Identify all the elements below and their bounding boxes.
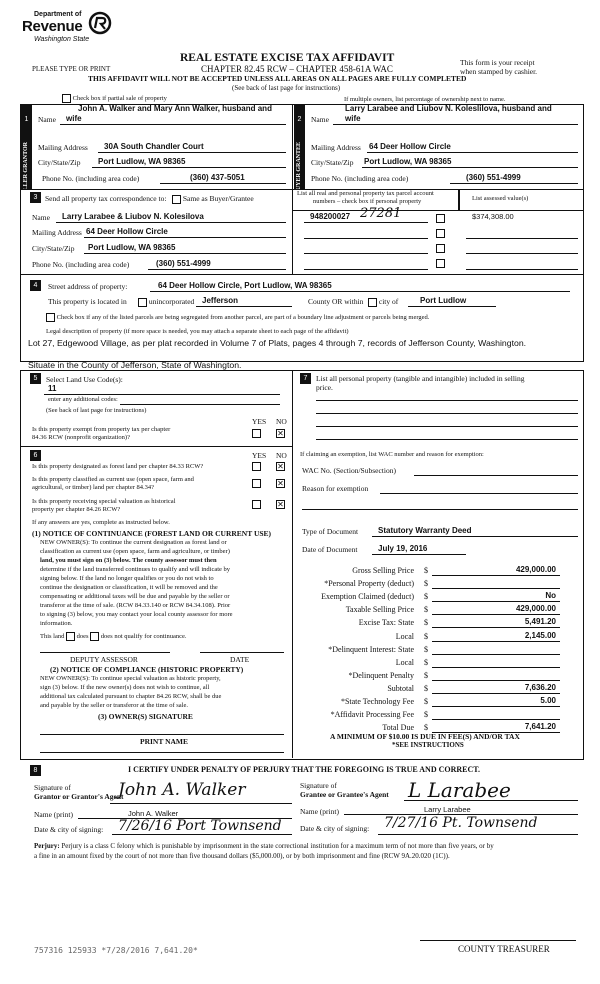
- logo-emblem-icon: [88, 11, 112, 35]
- grantee-sig-label-1: Signature of: [300, 781, 337, 790]
- same-as-buyer-label: Same as Buyer/Grantee: [182, 194, 254, 203]
- section-2-badge: 2: [294, 114, 305, 125]
- fee-dollar-sign: $: [424, 684, 428, 693]
- notice-line-6: continue the designation or classification, it will be removed and the: [40, 584, 218, 591]
- historic-no-checkbox[interactable]: ✕: [277, 500, 284, 509]
- notice-line-9: to signing (3) below, you may contact your local county assessor for more: [40, 611, 233, 618]
- exempt-question-2: 84.36 RCW (nonprofit organization)?: [32, 434, 130, 441]
- does-checkbox[interactable]: [66, 632, 75, 641]
- current-use-question-1: Is this property classified as current use (open space, farm and: [32, 476, 194, 483]
- grantor-sig-label-1: Signature of: [34, 783, 71, 792]
- fee-dollar-sign: $: [424, 697, 428, 706]
- this-land-row: [40, 632, 187, 641]
- fee-value: 5.00: [540, 696, 556, 705]
- notice-line-5: signing below. If the land no longer qualifies or you do not wish to: [40, 575, 214, 582]
- fee-label: *Delinquent Penalty: [348, 671, 414, 680]
- county-treasurer-label: COUNTY TREASURER: [458, 944, 550, 954]
- certify-statement: I CERTIFY UNDER PENALTY OF PERJURY THAT THE FOREGOING IS TRUE AND CORRECT.: [128, 765, 481, 774]
- sec5-no: NO: [276, 417, 287, 426]
- cashier-stamp: 757316 125933 *7/28/2016 7,641.20*: [34, 946, 198, 955]
- fee-dollar-sign: $: [424, 723, 428, 732]
- historic-yes-checkbox[interactable]: [252, 500, 261, 509]
- fee-underline: [432, 627, 560, 628]
- sec6-no: NO: [276, 451, 287, 460]
- grantor-date-label: Date & city of signing:: [34, 825, 104, 834]
- fee-underline: [432, 706, 560, 707]
- parcel-handwritten: 27281: [360, 206, 402, 221]
- section-1-badge: 1: [21, 114, 32, 125]
- fee-label: Gross Selling Price: [352, 566, 414, 575]
- notice-continuance-title: (1) NOTICE OF CONTINUANCE (FOREST LAND OR CURRENT USE): [32, 529, 272, 538]
- legal-description-label: Legal description of property (if more space is needed, you may attach a separate sheet to each page of the affidavit): [46, 328, 349, 335]
- sec5-yes: YES: [252, 417, 267, 426]
- parcel-number: 948200027: [310, 212, 351, 221]
- same-as-buyer-checkbox[interactable]: [172, 195, 181, 204]
- fee-underline: [432, 719, 560, 720]
- section-3-badge: 3: [30, 192, 41, 203]
- fee-dollar-sign: $: [424, 618, 428, 627]
- notice-line-7: compensating or additional taxes will be due and payable by the seller or: [40, 593, 230, 600]
- buyer-name-label: Name: [311, 115, 329, 124]
- land-use-code: 11: [48, 384, 57, 393]
- doc-date: July 19, 2016: [378, 544, 428, 553]
- fee-dollar-sign: $: [424, 710, 428, 719]
- fee-underline: [432, 693, 560, 694]
- see-back-note: (See back of last page for instructions): [232, 84, 341, 92]
- fee-underline: [432, 575, 560, 576]
- forest-yes-checkbox[interactable]: [252, 462, 261, 471]
- personal-property-label-1: List all personal property (tangible and intangible) included in selling: [316, 374, 525, 383]
- logo-line1: Department of: [34, 11, 82, 18]
- this-land-label: This land: [40, 632, 65, 640]
- fee-value: 7,641.20: [524, 722, 556, 731]
- see-instructions-note: *SEE INSTRUCTIONS: [392, 741, 464, 749]
- corr-phone-label: Phone No. (including area code): [32, 260, 130, 269]
- not-accepted-warning: THIS AFFIDAVIT WILL NOT BE ACCEPTED UNLESS ALL AREAS ON ALL PAGES ARE FULLY COMPLETED: [88, 74, 467, 83]
- corr-name-label: Name: [32, 213, 50, 222]
- fee-underline: [432, 641, 560, 642]
- located-label: This property is located in: [48, 297, 127, 306]
- exempt-no-checkbox[interactable]: ✕: [277, 429, 284, 438]
- parcel-header-2: numbers – check box if personal property: [313, 198, 422, 205]
- wac-label: WAC No. (Section/Subsection): [302, 466, 396, 475]
- notice-line-8: transferor at the time of sale. (RCW 84.33.140 or RCW 84.34.108). Prior: [40, 602, 231, 609]
- compliance-line-1: NEW OWNER(S): To continue special valuation as historic property,: [40, 675, 221, 682]
- exemption-claim-label: If claiming an exemption, list WAC number and reason for exemption:: [300, 451, 484, 458]
- grantee-name-label: Name (print): [300, 807, 339, 816]
- deputy-date-label: DATE: [230, 655, 250, 664]
- doc-type: Statutory Warranty Deed: [378, 526, 472, 535]
- additional-codes-label: enter any additional codes:: [48, 396, 118, 403]
- fee-dollar-sign: $: [424, 658, 428, 667]
- grantee-sig-label-2: Grantee or Grantee's Agent: [300, 790, 389, 799]
- correspondence-label: Send all property tax correspondence to:: [45, 194, 167, 203]
- grantee-name: Larry Larabee: [424, 805, 471, 814]
- receipt-note-1: This form is your receipt: [460, 58, 535, 67]
- seller-phone-label: Phone No. (including area code): [42, 174, 140, 183]
- perjury-line-2: a fine in an amount fixed by the court of not more than five thousand dollars ($5,000.00), or by both imprisonment and fine (RCW 9A.20.020 (1C)).: [34, 852, 450, 860]
- fee-dollar-sign: $: [424, 566, 428, 575]
- segregate-row[interactable]: [46, 313, 429, 322]
- corr-address: 64 Deer Hollow Circle: [86, 227, 168, 236]
- parcel-personal-checkbox-1[interactable]: [436, 214, 445, 223]
- seller-address-label: Mailing Address: [38, 143, 88, 152]
- parcel-header-1: List all real and personal property tax parcel account: [297, 190, 434, 197]
- buyer-grantee-label: BUYER GRANTEE: [296, 142, 302, 195]
- fee-label: Excise Tax: State: [358, 618, 414, 627]
- seller-address: 30A South Chandler Court: [104, 142, 204, 151]
- perjury-line-1: [34, 842, 494, 850]
- land-use-label: Select Land Use Code(s):: [46, 375, 123, 384]
- seller-name-line2: wife: [66, 114, 82, 123]
- doc-date-label: Date of Document: [302, 545, 358, 554]
- fee-value: 429,000.00: [515, 604, 556, 613]
- fee-label: *Affidavit Processing Fee: [330, 710, 414, 719]
- street-address: 64 Deer Hollow Circle, Port Ludlow, WA 98365: [158, 281, 332, 290]
- section-4-badge: 4: [30, 280, 41, 291]
- personal-property-label-2: price.: [316, 383, 333, 392]
- exempt-question-1: Is this property exempt from property tax per chapter: [32, 426, 171, 433]
- historic-question-2: property per chapter 84.26 RCW?: [32, 506, 121, 513]
- print-name-label: PRINT NAME: [140, 737, 188, 746]
- fee-underline: [432, 654, 560, 655]
- seller-name-line1: John A. Walker and Mary Ann Walker, husband and: [78, 104, 272, 113]
- city-of-label: city of: [378, 297, 399, 306]
- grantor-sig-label-2: Grantor or Grantor's Agent: [34, 792, 124, 801]
- legal-description: Lot 27, Edgewood Village, as per plat recorded in Volume 7 of Plats, pages 4 through 7, records of Jefferson County, Washington.: [28, 338, 527, 348]
- form-chapter: CHAPTER 82.45 RCW – CHAPTER 458-61A WAC: [201, 64, 393, 74]
- historic-question-1: Is this property receiving special valuation as historical: [32, 498, 176, 505]
- fee-underline: [432, 588, 560, 589]
- seller-phone: (360) 437-5051: [190, 173, 245, 182]
- fee-label: *Delinquent Interest: State: [328, 645, 414, 654]
- fee-label: Local: [395, 632, 414, 641]
- does-label: does: [76, 632, 89, 640]
- notice-line-4: determine if the land transferred continues to qualify and will indicate by: [40, 566, 231, 573]
- street-address-label: Street address of property:: [48, 282, 128, 291]
- fee-label: *Personal Property (deduct): [324, 579, 414, 588]
- exemption-reason-label: Reason for exemption: [302, 484, 369, 493]
- situate-text: Situate in the County of Jefferson, State of Washington.: [28, 360, 242, 370]
- perjury-label: Perjury:: [34, 842, 60, 850]
- form-title: REAL ESTATE EXCISE TAX AFFIDAVIT: [180, 52, 395, 64]
- sec6-yes: YES: [252, 451, 267, 460]
- fee-label: Exemption Claimed (deduct): [321, 592, 414, 601]
- corr-name: Larry Larabee & Liubov N. Kolesilova: [62, 212, 204, 221]
- same-as-buyer-row[interactable]: [172, 194, 254, 204]
- forest-question: Is this property designated as forest land per chapter 84.33 RCW?: [32, 463, 204, 470]
- assessed-value: $374,308.00: [472, 212, 514, 221]
- partial-sale-label: Check box if partial sale of property: [72, 94, 167, 102]
- fee-dollar-sign: $: [424, 632, 428, 641]
- partial-sale-checkbox[interactable]: [62, 94, 71, 103]
- grantee-date-label: Date & city of signing:: [300, 824, 370, 833]
- doc-type-label: Type of Document: [302, 527, 359, 536]
- current-use-yes-checkbox[interactable]: [252, 479, 261, 488]
- seller-name-label: Name: [38, 115, 56, 124]
- grantor-date-city: 7/26/16 Port Townsend: [118, 818, 282, 834]
- buyer-phone-label: Phone No. (including area code): [311, 174, 409, 183]
- fee-dollar-sign: $: [424, 592, 428, 601]
- parcel-personal-checkbox-4[interactable]: [436, 259, 445, 268]
- deputy-assessor-label: DEPUTY ASSESSOR: [70, 655, 138, 664]
- notice-line-2: classification as current use (open space, farm and agriculture, or timber): [40, 548, 230, 555]
- grantor-signature: John A. Walker: [118, 780, 246, 800]
- notice-line-3: land, you must sign on (3) below. The county assessor must then: [40, 557, 217, 564]
- grantee-date-city: 7/27/16 Pt. Townsend: [384, 815, 538, 831]
- if-yes-note: If any answers are yes, complete as instructed below.: [32, 519, 170, 526]
- land-use-see-back: (See back of last page for instructions): [46, 407, 147, 414]
- partial-sale-checkbox-row[interactable]: [62, 94, 167, 103]
- unincorporated-row[interactable]: [138, 297, 194, 307]
- unincorporated-checkbox[interactable]: [138, 298, 147, 307]
- logo-revenue: Revenue: [22, 18, 83, 35]
- current-use-question-2: agricultural, or timber) land per chapter 84.34?: [32, 484, 155, 491]
- fee-label: *State Technology Fee: [340, 697, 414, 706]
- corr-city-label: City/State/Zip: [32, 244, 75, 253]
- section-6-badge: 6: [30, 450, 41, 461]
- fee-label: Local: [395, 658, 414, 667]
- buyer-city-label: City/State/Zip: [311, 158, 354, 167]
- buyer-name-line2: wife: [345, 114, 361, 123]
- minimum-due-note: A MINIMUM OF $10.00 IS DUE IN FEE(S) AND/OR TAX: [330, 732, 520, 741]
- parcel-personal-checkbox-3[interactable]: [436, 244, 445, 253]
- forest-no-checkbox[interactable]: ✕: [277, 462, 284, 471]
- fee-value: 2,145.00: [524, 631, 556, 640]
- city-of-row[interactable]: [368, 297, 398, 307]
- city-of-checkbox[interactable]: [368, 298, 377, 307]
- does-not-label: does not qualify for continuance.: [100, 632, 187, 640]
- parcel-personal-checkbox-2[interactable]: [436, 229, 445, 238]
- fee-underline: [432, 667, 560, 668]
- current-use-no-checkbox[interactable]: ✕: [277, 479, 284, 488]
- notice-compliance-title: (2) NOTICE OF COMPLIANCE (HISTORIC PROPERTY): [50, 665, 244, 674]
- grantee-signature: L Larabee: [408, 778, 511, 802]
- please-type: PLEASE TYPE OR PRINT: [32, 65, 111, 73]
- fee-value: 429,000.00: [515, 565, 556, 574]
- compliance-line-3: additional tax calculated pursuant to chapter 84.26 RCW, shall be due: [40, 693, 222, 700]
- seller-grantor-label: SELLER GRANTOR: [23, 142, 29, 198]
- fee-value: No: [545, 591, 556, 600]
- buyer-name-line1: Larry Larabee and Liubov N. Koleslilova, husband and: [345, 104, 552, 113]
- corr-phone: (360) 551-4999: [156, 259, 211, 268]
- grantor-name: John A. Walker: [128, 809, 179, 818]
- fee-dollar-sign: $: [424, 645, 428, 654]
- fee-value: 7,636.20: [524, 683, 556, 692]
- seller-city: Port Ludlow, WA 98365: [98, 157, 186, 166]
- fee-dollar-sign: $: [424, 605, 428, 614]
- seller-city-label: City/State/Zip: [38, 158, 81, 167]
- section-8-badge: 8: [30, 765, 41, 776]
- unincorporated-label: unincorporated: [148, 297, 195, 306]
- fee-label: Subtotal: [387, 684, 414, 693]
- fee-dollar-sign: $: [424, 671, 428, 680]
- assessed-value-header: List assessed value(s): [472, 195, 529, 202]
- corr-address-label: Mailing Address: [32, 228, 82, 237]
- city-value: Port Ludlow: [420, 296, 467, 305]
- section-7-badge: 7: [300, 373, 311, 384]
- fee-underline: [432, 680, 560, 681]
- exempt-yes-checkbox[interactable]: [252, 429, 261, 438]
- fee-label: Total Due: [382, 723, 414, 732]
- buyer-city: Port Ludlow, WA 98365: [364, 157, 452, 166]
- multiple-owner-note: If multiple owners, list percentage of ownership next to name.: [344, 96, 506, 103]
- owner-signature-label: (3) OWNER(S) SIGNATURE: [98, 712, 193, 721]
- fee-value: 5,491.20: [524, 617, 556, 626]
- corr-city: Port Ludlow, WA 98365: [88, 243, 176, 252]
- fee-dollar-sign: $: [424, 579, 428, 588]
- fee-label: Taxable Selling Price: [345, 605, 414, 614]
- segregate-checkbox[interactable]: [46, 313, 55, 322]
- does-not-checkbox[interactable]: [90, 632, 99, 641]
- buyer-phone: (360) 551-4999: [466, 173, 521, 182]
- county-label: County OR within: [308, 297, 364, 306]
- segregate-label: Check box if any of the listed parcels are being segregated from another parcel, are part of a boundary line adjustment or parcels being merged.: [56, 313, 430, 321]
- fee-underline: [432, 601, 560, 602]
- notice-line-10: information.: [40, 620, 73, 627]
- buyer-address-label: Mailing Address: [311, 143, 361, 152]
- perjury-text-1: Perjury is a class C felony which is punishable by imprisonment in the state correctional institution for a maximum term of not more than five years, or by: [61, 842, 494, 850]
- compliance-line-4: and payable by the seller or transferor at the time of sale.: [40, 702, 188, 709]
- logo-line3: Washington State: [34, 36, 90, 43]
- grantor-name-label: Name (print): [34, 810, 73, 819]
- fee-underline: [432, 614, 560, 615]
- receipt-note-2: when stamped by cashier.: [460, 67, 538, 76]
- section-5-badge: 5: [30, 373, 41, 384]
- compliance-line-2: sign (3) below. If the new owner(s) does not wish to continue, all: [40, 684, 210, 691]
- buyer-address: 64 Deer Hollow Circle: [369, 142, 451, 151]
- notice-line-1: NEW OWNER(S): To continue the current designation as forest land or: [40, 539, 227, 546]
- county-value: Jefferson: [202, 296, 239, 305]
